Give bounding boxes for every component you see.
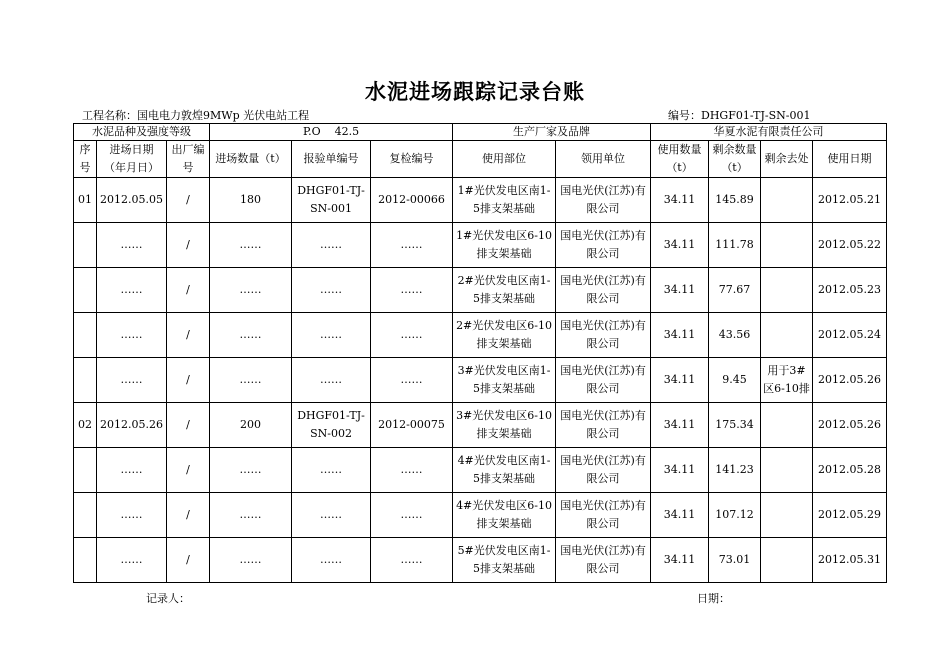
cell-report-no: …… [292, 268, 371, 313]
cell-factory-no: / [167, 538, 210, 583]
header-seq: 序号 [74, 141, 97, 178]
cell-seq [74, 223, 97, 268]
cell-use-date: 2012.05.28 [813, 448, 887, 493]
cell-used: 34.11 [651, 268, 709, 313]
header-use-part: 使用部位 [453, 141, 556, 178]
cell-seq [74, 313, 97, 358]
cell-recheck-no: …… [371, 448, 453, 493]
cell-dest [761, 313, 813, 358]
cell-report-no: …… [292, 358, 371, 403]
cell-use-part: 1#光伏发电区南1-5排支架基础 [453, 178, 556, 223]
cell-use-date: 2012.05.26 [813, 403, 887, 448]
table-row [74, 223, 887, 268]
header-recheck-no: 复检编号 [371, 141, 453, 178]
cell-entry-date: 2012.05.05 [97, 178, 167, 223]
cell-report-no: …… [292, 448, 371, 493]
header-row [74, 141, 887, 178]
cell-recheck-no: …… [371, 493, 453, 538]
cell-use-date: 2012.05.24 [813, 313, 887, 358]
cell-entry-date: …… [97, 448, 167, 493]
cell-use-date: 2012.05.22 [813, 223, 887, 268]
cell-dest [761, 448, 813, 493]
table-row [74, 403, 887, 448]
cell-dest: 用于3#区6-10排 [761, 358, 813, 403]
cell-factory-no: / [167, 493, 210, 538]
cement-grade-value: P.O 42.5 [210, 124, 453, 141]
cell-use-date: 2012.05.26 [813, 358, 887, 403]
cell-qty: …… [210, 448, 292, 493]
table-row [74, 448, 887, 493]
cell-entry-date: …… [97, 313, 167, 358]
footer-date-label: 日期： [697, 592, 730, 605]
cell-used: 34.11 [651, 403, 709, 448]
cell-qty: 200 [210, 403, 292, 448]
recorder-label: 记录人： [146, 592, 190, 605]
manufacturer-value: 华夏水泥有限责任公司 [651, 124, 887, 141]
cell-receiver: 国电光伏(江苏)有限公司 [556, 538, 651, 583]
cell-seq: 01 [74, 178, 97, 223]
header-used-qty: 使用数量（t） [651, 141, 709, 178]
cell-remain: 175.34 [709, 403, 761, 448]
cell-recheck-no: …… [371, 223, 453, 268]
cell-seq [74, 538, 97, 583]
cell-used: 34.11 [651, 223, 709, 268]
cell-use-part: 3#光伏发电区南1-5排支架基础 [453, 358, 556, 403]
cell-report-no: …… [292, 313, 371, 358]
cell-remain: 107.12 [709, 493, 761, 538]
cement-grade-label: 水泥品种及强度等级 [74, 124, 210, 141]
cell-dest [761, 538, 813, 583]
cell-dest [761, 223, 813, 268]
header-remain-qty: 剩余数量（t） [709, 141, 761, 178]
cell-use-part: 4#光伏发电区南1-5排支架基础 [453, 448, 556, 493]
header-remain-dest: 剩余去处 [761, 141, 813, 178]
cell-factory-no: / [167, 403, 210, 448]
ledger-table [73, 123, 887, 583]
cell-entry-date: …… [97, 358, 167, 403]
cell-qty: …… [210, 493, 292, 538]
cell-recheck-no: …… [371, 358, 453, 403]
table-row [74, 538, 887, 583]
cell-qty: …… [210, 223, 292, 268]
cell-recheck-no: …… [371, 538, 453, 583]
table-row [74, 268, 887, 313]
header-factory-no: 出厂编号 [167, 141, 210, 178]
cell-use-date: 2012.05.23 [813, 268, 887, 313]
cell-report-no: DHGF01-TJ-SN-002 [292, 403, 371, 448]
table-row [74, 493, 887, 538]
cell-used: 34.11 [651, 538, 709, 583]
cell-use-date: 2012.05.21 [813, 178, 887, 223]
cell-seq [74, 448, 97, 493]
cell-dest [761, 493, 813, 538]
header-receiver: 领用单位 [556, 141, 651, 178]
document-number: 编号：DHGF01-TJ-SN-001 [668, 109, 811, 122]
cell-receiver: 国电光伏(江苏)有限公司 [556, 403, 651, 448]
cell-report-no: …… [292, 493, 371, 538]
header-entry-date: 进场日期（年月日） [97, 141, 167, 178]
cell-qty: …… [210, 313, 292, 358]
cell-use-part: 4#光伏发电区6-10排支架基础 [453, 493, 556, 538]
cell-entry-date: …… [97, 268, 167, 313]
cell-seq: 02 [74, 403, 97, 448]
cell-recheck-no: 2012-00075 [371, 403, 453, 448]
table-row [74, 313, 887, 358]
cell-use-part: 2#光伏发电区6-10排支架基础 [453, 313, 556, 358]
cell-receiver: 国电光伏(江苏)有限公司 [556, 178, 651, 223]
cell-remain: 111.78 [709, 223, 761, 268]
cell-use-part: 3#光伏发电区6-10排支架基础 [453, 403, 556, 448]
cell-qty: …… [210, 358, 292, 403]
cell-use-date: 2012.05.31 [813, 538, 887, 583]
cell-qty: 180 [210, 178, 292, 223]
cell-receiver: 国电光伏(江苏)有限公司 [556, 358, 651, 403]
cell-qty: …… [210, 538, 292, 583]
cell-recheck-no: 2012-00066 [371, 178, 453, 223]
cell-receiver: 国电光伏(江苏)有限公司 [556, 448, 651, 493]
cell-entry-date: 2012.05.26 [97, 403, 167, 448]
cell-seq [74, 268, 97, 313]
page-title: 水泥进场跟踪记录台账 [365, 80, 585, 104]
cell-receiver: 国电光伏(江苏)有限公司 [556, 493, 651, 538]
cell-receiver: 国电光伏(江苏)有限公司 [556, 268, 651, 313]
cell-use-part: 1#光伏发电区6-10排支架基础 [453, 223, 556, 268]
cell-receiver: 国电光伏(江苏)有限公司 [556, 223, 651, 268]
table-row [74, 358, 887, 403]
cell-report-no: …… [292, 223, 371, 268]
cell-used: 34.11 [651, 178, 709, 223]
manufacturer-label: 生产厂家及品牌 [453, 124, 651, 141]
cell-factory-no: / [167, 448, 210, 493]
cell-remain: 9.45 [709, 358, 761, 403]
project-name: 工程名称：国电电力敦煌9MWp 光伏电站工程 [82, 109, 310, 122]
cell-use-part: 2#光伏发电区南1-5排支架基础 [453, 268, 556, 313]
cell-recheck-no: …… [371, 313, 453, 358]
cell-remain: 141.23 [709, 448, 761, 493]
cell-entry-date: …… [97, 223, 167, 268]
cell-remain: 145.89 [709, 178, 761, 223]
table-row [74, 178, 887, 223]
cell-receiver: 国电光伏(江苏)有限公司 [556, 313, 651, 358]
header-quantity: 进场数量（t） [210, 141, 292, 178]
cell-used: 34.11 [651, 493, 709, 538]
cell-factory-no: / [167, 358, 210, 403]
cell-use-date: 2012.05.29 [813, 493, 887, 538]
cell-dest [761, 268, 813, 313]
cell-entry-date: …… [97, 493, 167, 538]
cell-entry-date: …… [97, 538, 167, 583]
cell-used: 34.11 [651, 358, 709, 403]
cell-qty: …… [210, 268, 292, 313]
cell-report-no: …… [292, 538, 371, 583]
cell-used: 34.11 [651, 313, 709, 358]
header-report-no: 报验单编号 [292, 141, 371, 178]
cell-report-no: DHGF01-TJ-SN-001 [292, 178, 371, 223]
cell-factory-no: / [167, 178, 210, 223]
cell-factory-no: / [167, 268, 210, 313]
cell-remain: 43.56 [709, 313, 761, 358]
cell-factory-no: / [167, 223, 210, 268]
cell-seq [74, 493, 97, 538]
cell-dest [761, 403, 813, 448]
cell-used: 34.11 [651, 448, 709, 493]
cell-remain: 77.67 [709, 268, 761, 313]
cell-use-part: 5#光伏发电区南1-5排支架基础 [453, 538, 556, 583]
cell-dest [761, 178, 813, 223]
header-use-date: 使用日期 [813, 141, 887, 178]
info-row [74, 124, 887, 141]
cell-factory-no: / [167, 313, 210, 358]
cell-remain: 73.01 [709, 538, 761, 583]
cell-recheck-no: …… [371, 268, 453, 313]
cell-seq [74, 358, 97, 403]
